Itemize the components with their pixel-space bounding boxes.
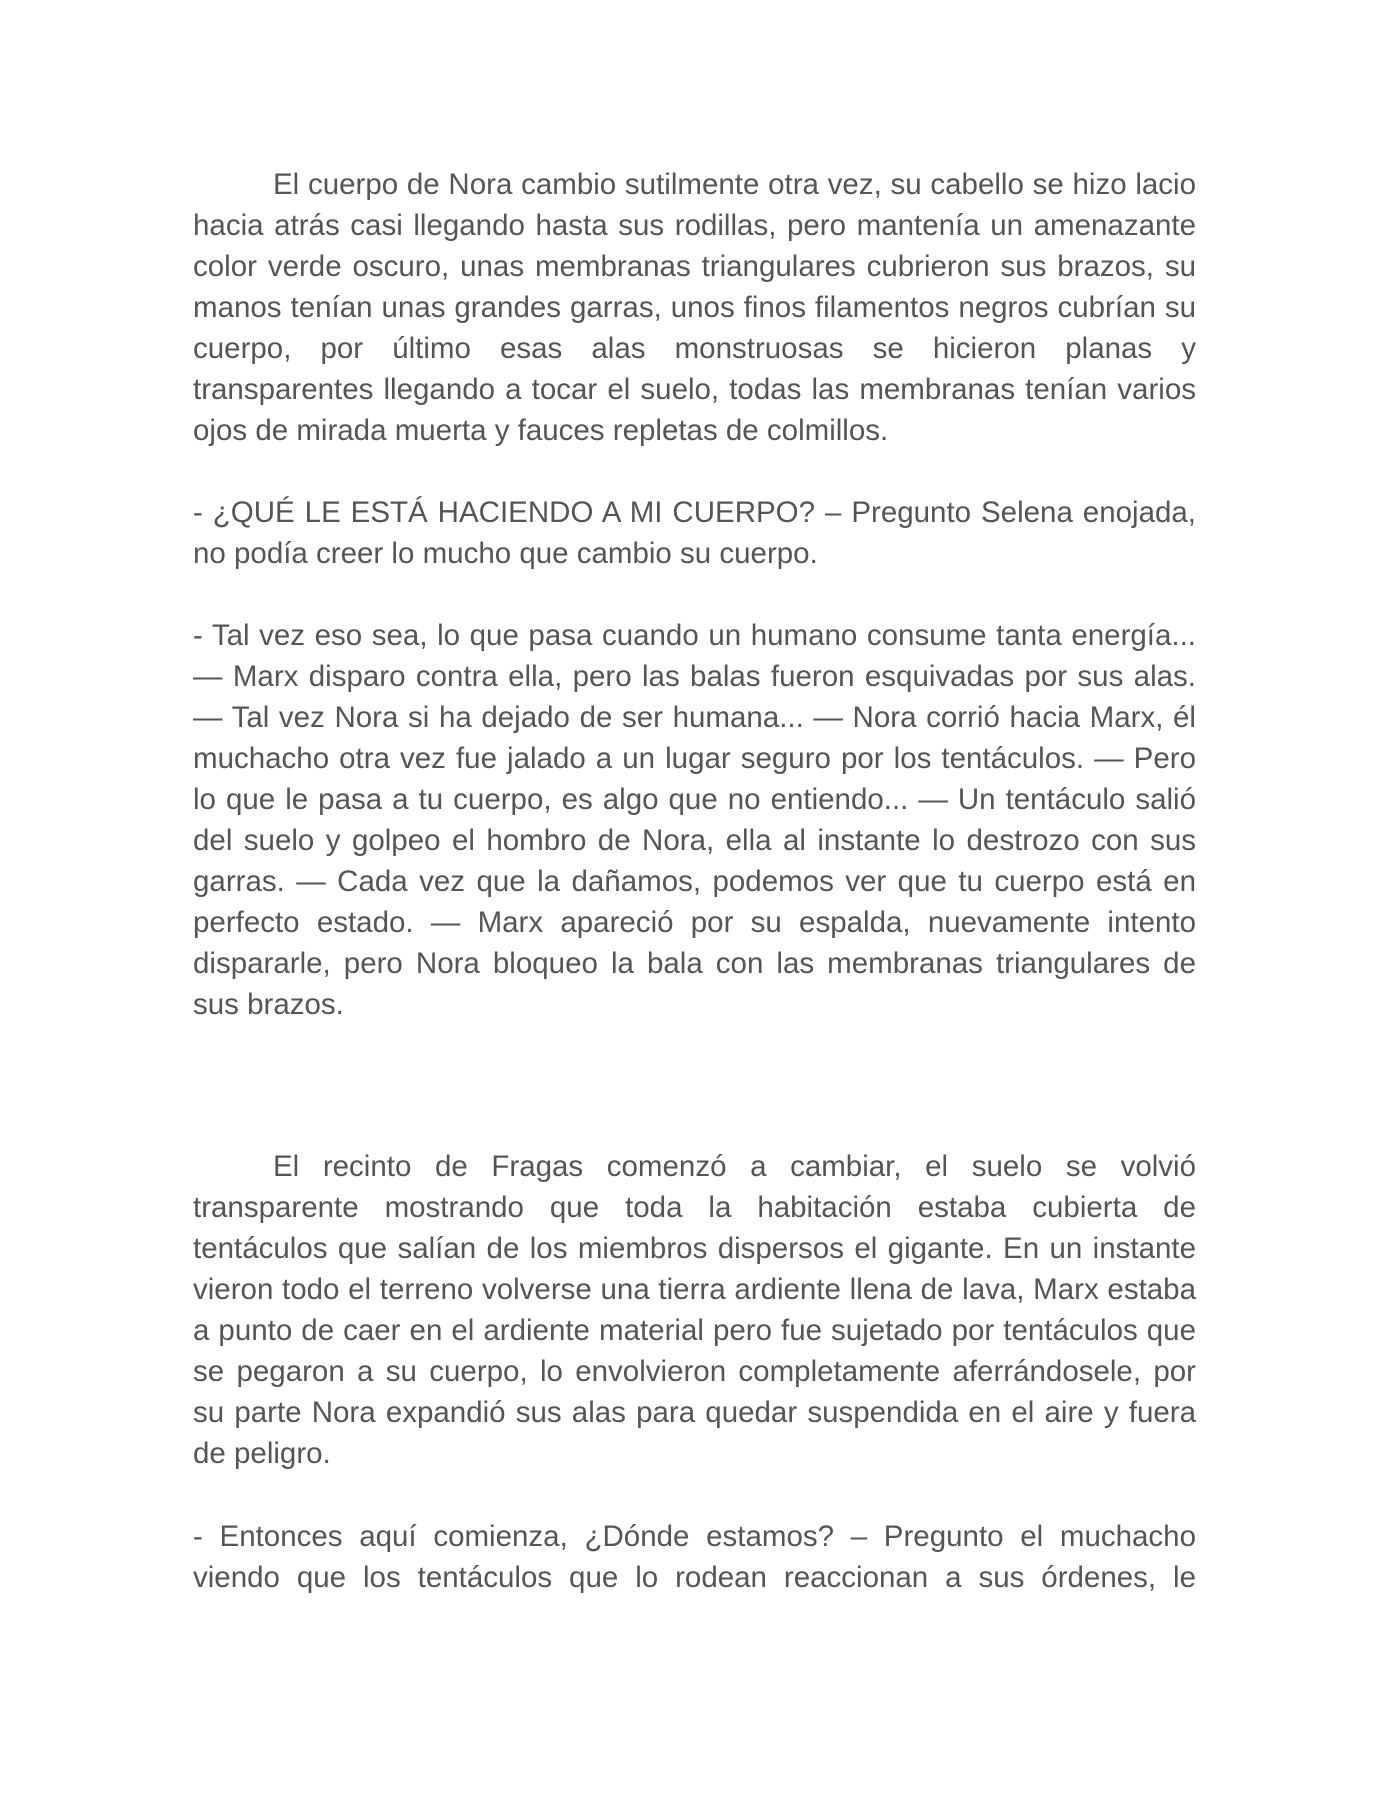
paragraph-fragas-chamber: El recinto de Fragas comenzó a cambiar, el suelo se volvió transparente mostrando que toda la habitación estaba cubierta de tentáculos que salían de los miembros dispersos el gigante. En un instante vieron todo el terreno volverse una tierra ardiente llena de lava, Marx estaba a punto de caer en el ardiente material pero fue sujetado por tentáculos que se pegaron a su cuerpo, lo envolvieron completamente aferrándosele, por su parte Nora expandió sus alas para quedar suspendida en el aire y fuera de peligro.: [193, 1150, 1196, 1470]
dialogue-selena-question: - ¿QUÉ LE ESTÁ HACIENDO A MI CUERPO? – Pregunto Selena enojada, no podía creer lo mucho que cambio su cuerpo.: [193, 496, 1196, 570]
dialogue-marx-question: - Entonces aquí comienza, ¿Dónde estamos? – Pregunto el muchacho viendo que los tentáculos que lo rodean reaccionan a sus órdenes, le: [193, 1520, 1196, 1594]
dialogue-marx-fight: - Tal vez eso sea, lo que pasa cuando un humano consume tanta energía... — Marx disparo contra ella, pero las balas fueron esquivadas por sus alas. — Tal vez Nora si ha dejado de ser humana... — Nora corrió hacia Marx, él muchacho otra vez fue jalado a un lugar seguro por los tentáculos. — Pero lo que le pasa a tu cuerpo, es algo que no entiendo... — Un tentáculo salió del suelo y golpeo el hombro de Nora, ella al instante lo destrozo con sus garras. — Cada vez que la dañamos, podemos ver que tu cuerpo está en perfecto estado. — Marx apareció por su espalda, nuevamente intento dispararle, pero Nora bloqueo la bala con las membranas triangulares de sus brazos.: [193, 619, 1196, 1021]
paragraph-nora-transformation: El cuerpo de Nora cambio sutilmente otra vez, su cabello se hizo lacio hacia atrás casi llegando hasta sus rodillas, pero mantenía un amenazante color verde oscuro, unas membranas triangulares cubrieron sus brazos, su manos tenían unas grandes garras, unos finos filamentos negros cubrían su cuerpo, por último esas alas monstruosas se hicieron planas y transparentes llegando a tocar el suelo, todas las membranas tenían varios ojos de mirada muerta y fauces repletas de colmillos.: [193, 168, 1196, 447]
